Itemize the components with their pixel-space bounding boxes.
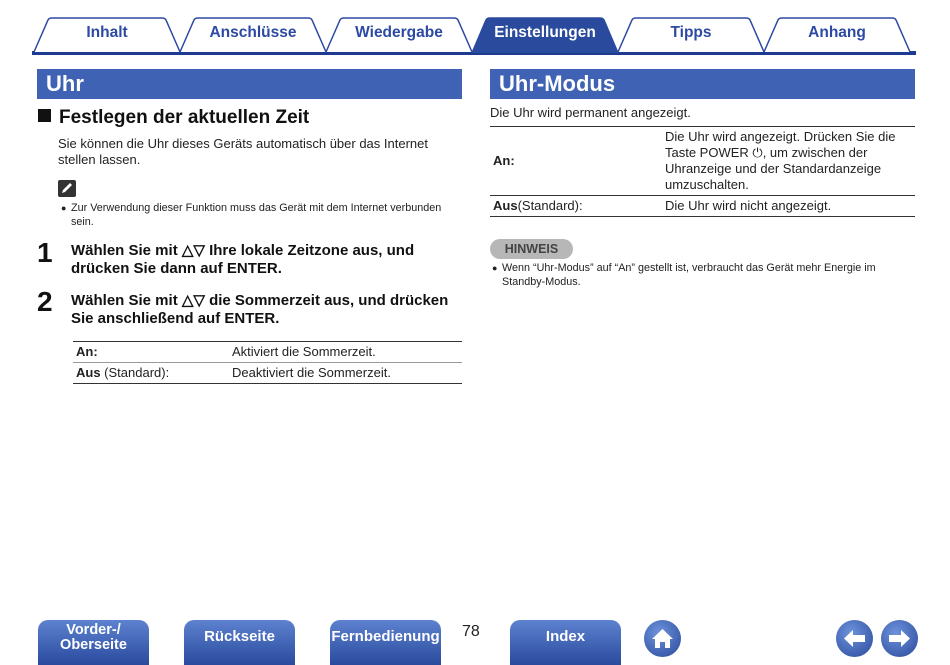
- arrow-left-icon[interactable]: [836, 620, 873, 657]
- note-text-line1: Zur Verwendung dieser Funktion muss das Gerät mit dem Internet verbunden: [71, 202, 442, 214]
- home-icon[interactable]: [644, 620, 681, 657]
- value-line: umzuschalten.: [665, 177, 749, 192]
- note-text-line2: sein.: [71, 216, 94, 228]
- tab-label: Tipps: [670, 24, 712, 41]
- remote-control-button[interactable]: [330, 620, 441, 665]
- index-button[interactable]: [510, 620, 621, 665]
- summer-time-table: [73, 341, 462, 384]
- table-key: Aus (Standard):: [73, 363, 229, 384]
- hinweis-text-line2: Standby-Modus.: [502, 276, 581, 288]
- table-value: [662, 127, 915, 196]
- button-label: Index: [545, 628, 586, 645]
- intro-text-right: Die Uhr wird permanent angezeigt.: [490, 105, 691, 120]
- tab-anschluesse[interactable]: [178, 17, 328, 53]
- tab-label: Inhalt: [86, 24, 128, 41]
- tab-einstellungen[interactable]: [470, 17, 620, 53]
- front-top-button[interactable]: [38, 620, 149, 665]
- bullet-icon: ●: [492, 263, 498, 273]
- tab-label: Einstellungen: [494, 24, 596, 41]
- tab-label: Wiedergabe: [355, 24, 443, 41]
- section-banner-uhr-modus: Uhr-Modus: [490, 69, 915, 99]
- table-row: [73, 363, 462, 384]
- tab-wiedergabe[interactable]: [324, 17, 474, 53]
- back-panel-button[interactable]: [184, 620, 295, 665]
- value-line: Taste POWER ⏻, um zwischen der: [665, 145, 868, 160]
- step-number-2: 2: [37, 286, 53, 317]
- step-text-1-line1: Wählen Sie mit △▽ Ihre lokale Zeitzone aus, und: [71, 242, 415, 259]
- table-key: An:: [73, 342, 229, 363]
- clock-mode-table: [490, 126, 915, 217]
- button-label: Rückseite: [204, 628, 275, 645]
- tab-tipps[interactable]: [616, 17, 766, 53]
- step-number-1: 1: [37, 237, 53, 268]
- intro-text: Sie können die Uhr dieses Geräts automatisch über das Internet stellen lassen.: [58, 136, 428, 167]
- table-value: [662, 196, 915, 217]
- section-banner-uhr: Uhr: [37, 69, 462, 99]
- table-row: [490, 196, 915, 217]
- tab-anhang[interactable]: [762, 17, 912, 53]
- section-heading: [38, 107, 309, 129]
- tab-inhalt[interactable]: [32, 17, 182, 53]
- arrow-right-icon[interactable]: [881, 620, 918, 657]
- step-text-1-line2: drücken Sie dann auf ENTER.: [71, 260, 282, 277]
- heading-text: Festlegen der aktuellen Zeit: [59, 107, 310, 128]
- value-line: Die Uhr wird nicht angezeigt.: [665, 198, 832, 213]
- table-value: Aktiviert die Sommerzeit.: [229, 342, 462, 363]
- table-row: [73, 342, 462, 363]
- value-line: Uhranzeige und der Standardanzeige: [665, 161, 882, 176]
- button-label: Vorder-/: [66, 622, 121, 638]
- page-number: 78: [462, 623, 480, 640]
- square-bullet-icon: [38, 109, 51, 122]
- hinweis-text-line1: Wenn “Uhr-Modus” auf “An” gestellt ist, verbraucht das Gerät mehr Energie im: [502, 262, 876, 274]
- tab-label: Anschlüsse: [209, 24, 297, 41]
- chapter-tab-bar: [32, 17, 916, 55]
- button-label: Oberseite: [60, 637, 127, 653]
- hinweis-badge: HINWEIS: [490, 239, 573, 259]
- table-key: An:: [490, 127, 662, 196]
- step-text-2-line1: Wählen Sie mit △▽ die Sommerzeit aus, und drücken: [71, 292, 449, 309]
- step-text-2-line2: Sie anschließend auf ENTER.: [71, 310, 280, 327]
- tab-label: Anhang: [808, 24, 866, 41]
- pencil-icon: [58, 180, 76, 197]
- button-label: Fernbedienung: [331, 628, 440, 645]
- value-line: Die Uhr wird angezeigt. Drücken Sie die: [665, 129, 896, 144]
- table-key: Aus(Standard):: [490, 196, 662, 217]
- table-row: [490, 127, 915, 196]
- table-value: Deaktiviert die Sommerzeit.: [229, 363, 462, 384]
- bullet-icon: ●: [61, 203, 67, 213]
